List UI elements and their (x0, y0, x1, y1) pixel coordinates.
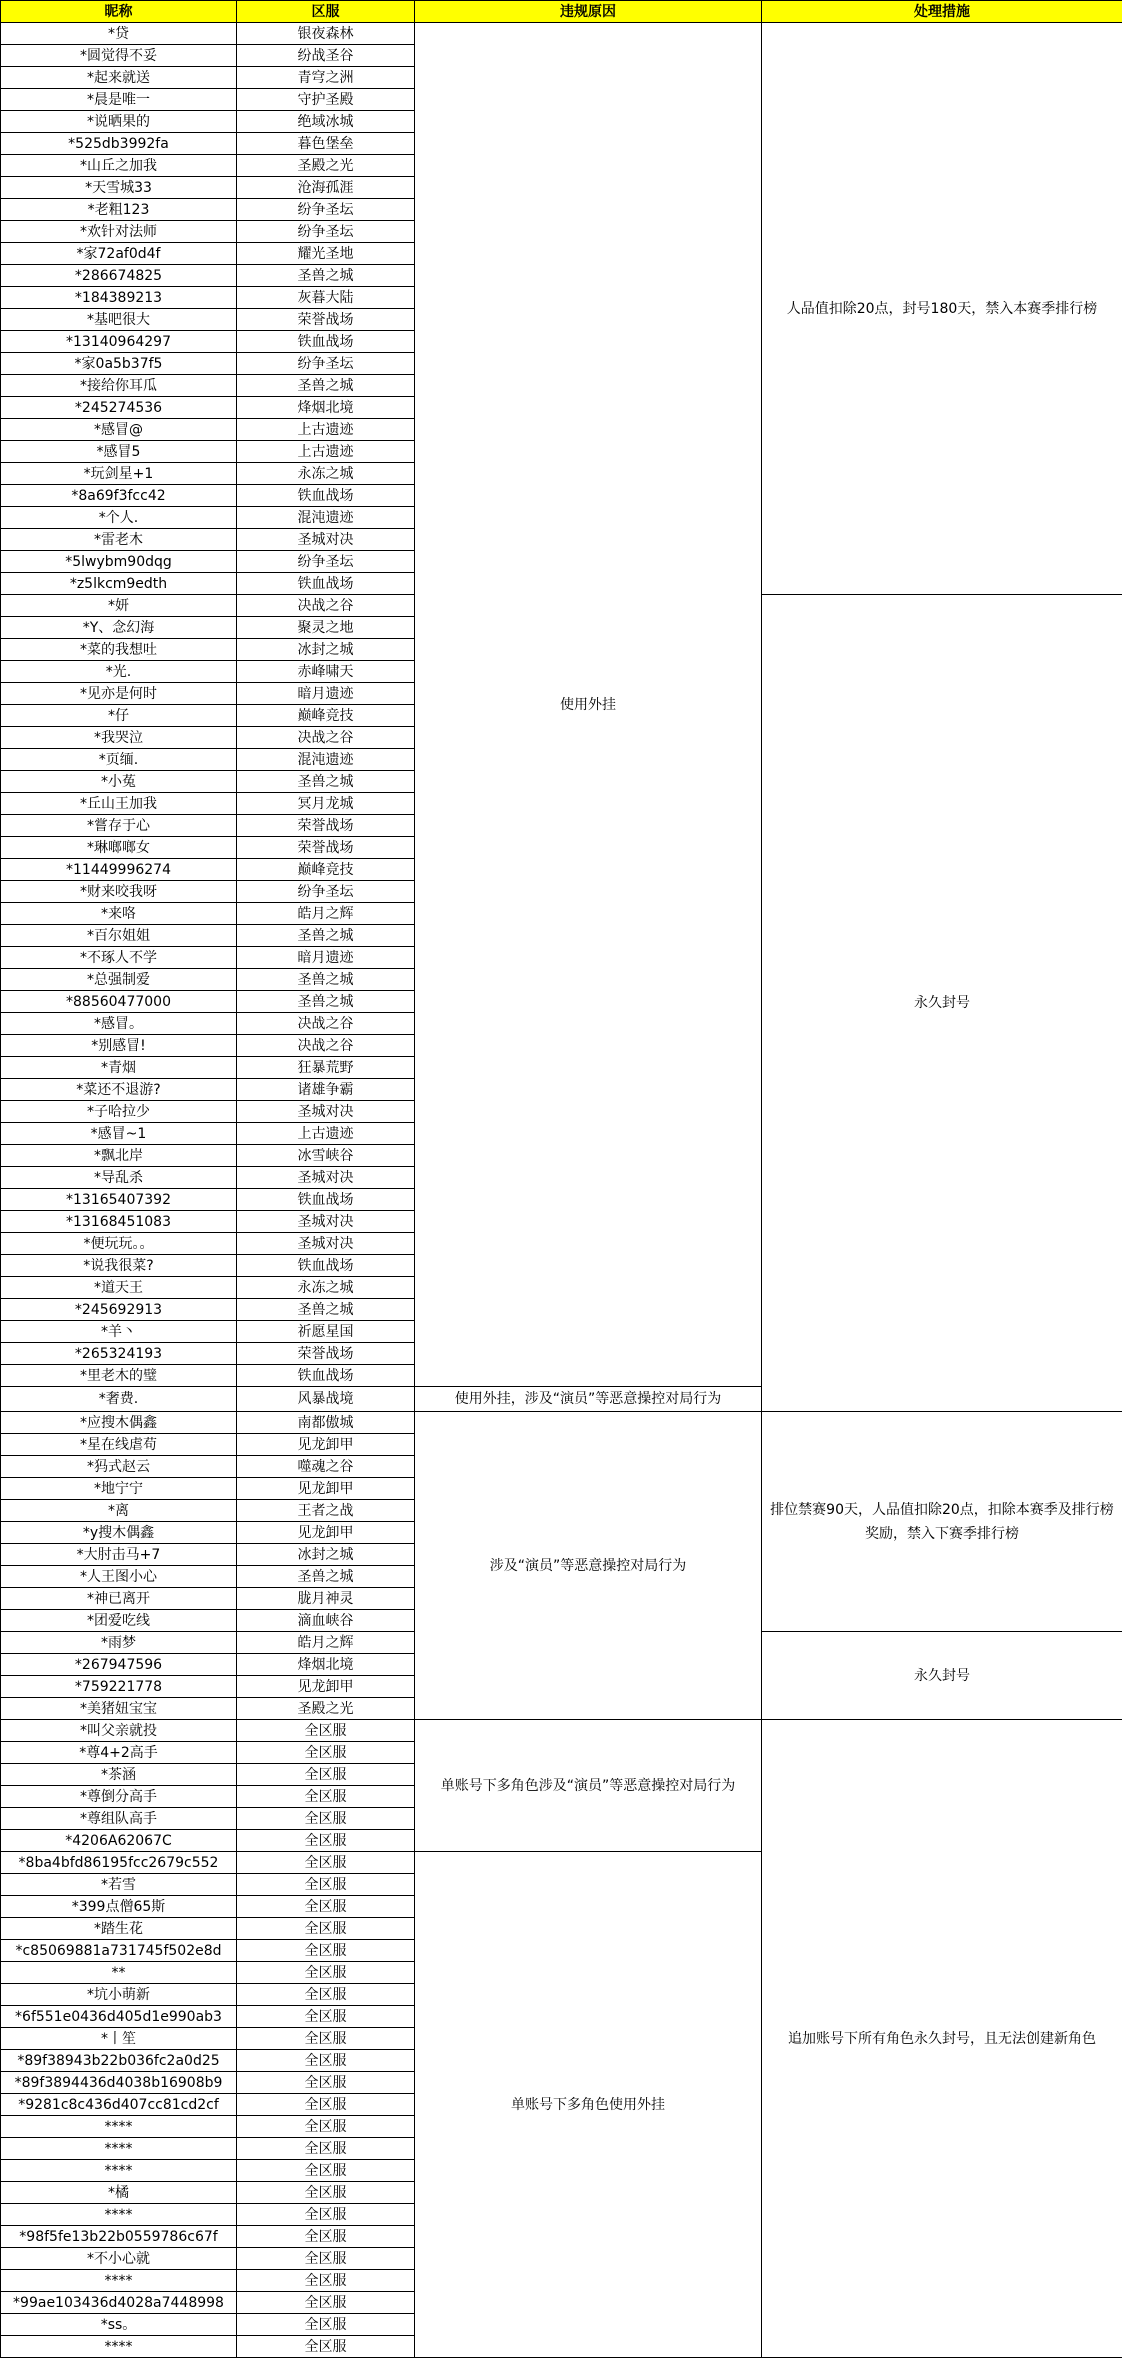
nickname-cell: *神已离开 (1, 1588, 237, 1610)
server-cell: 全区服 (237, 1808, 415, 1830)
server-cell: 全区服 (237, 2094, 415, 2116)
column-header-measure: 处理措施 (762, 1, 1122, 23)
nickname-cell: *妍 (1, 595, 237, 617)
nickname-cell: *导乱杀 (1, 1167, 237, 1189)
nickname-cell: *89f38943b22b036fc2a0d25 (1, 2050, 237, 2072)
server-cell: 见龙卸甲 (237, 1434, 415, 1456)
nickname-cell: *265324193 (1, 1343, 237, 1365)
nickname-cell: **** (1, 2116, 237, 2138)
nickname-cell: *11449996274 (1, 859, 237, 881)
server-cell: 圣兽之城 (237, 1299, 415, 1321)
nickname-cell: *星在线虐苟 (1, 1434, 237, 1456)
server-cell: 全区服 (237, 1918, 415, 1940)
violation-reason-cell: 涉及“演员”等恶意操控对局行为 (415, 1412, 762, 1720)
nickname-cell: *光. (1, 661, 237, 683)
server-cell: 铁血战场 (237, 485, 415, 507)
penalty-measure-cell: 人品值扣除20点，封号180天，禁入本赛季排行榜 (762, 23, 1122, 595)
nickname-cell: *不琢人不学 (1, 947, 237, 969)
violation-reason-cell: 使用外挂 (415, 23, 762, 1387)
nickname-cell: *245274536 (1, 397, 237, 419)
server-cell: 青穹之洲 (237, 67, 415, 89)
server-cell: 混沌遗迹 (237, 507, 415, 529)
nickname-cell: *6f551e0436d405d1e990ab3 (1, 2006, 237, 2028)
nickname-cell: *丘山王加我 (1, 793, 237, 815)
server-cell: 见龙卸甲 (237, 1478, 415, 1500)
server-cell: 圣兽之城 (237, 771, 415, 793)
server-cell: 上古遗迹 (237, 1123, 415, 1145)
server-cell: 见龙卸甲 (237, 1522, 415, 1544)
server-cell: 荣誉战场 (237, 309, 415, 331)
nickname-cell: *感冒。 (1, 1013, 237, 1035)
server-cell: 决战之谷 (237, 1035, 415, 1057)
violation-reason-cell: 单账号下多角色使用外挂 (415, 1852, 762, 2358)
nickname-cell: *13168451083 (1, 1211, 237, 1233)
server-cell: 赤峰啸天 (237, 661, 415, 683)
nickname-cell: *丨笙 (1, 2028, 237, 2050)
server-cell: 暮色堡垒 (237, 133, 415, 155)
server-cell: 全区服 (237, 2160, 415, 2182)
server-cell: 耀光圣地 (237, 243, 415, 265)
nickname-cell: *里老木的璧 (1, 1365, 237, 1387)
nickname-cell: *来咯 (1, 903, 237, 925)
nickname-cell: *接给你耳瓜 (1, 375, 237, 397)
nickname-cell: *团爱吃线 (1, 1610, 237, 1632)
nickname-cell: *基吧很大 (1, 309, 237, 331)
nickname-cell: *99ae103436d4028a7448998 (1, 2292, 237, 2314)
penalty-measure-cell: 永久封号 (762, 595, 1122, 1412)
server-cell: 冥月龙城 (237, 793, 415, 815)
nickname-cell: *离 (1, 1500, 237, 1522)
server-cell: 全区服 (237, 1962, 415, 1984)
nickname-cell: *琳啷啷女 (1, 837, 237, 859)
nickname-cell: *犸式赵云 (1, 1456, 237, 1478)
nickname-cell: *页缅. (1, 749, 237, 771)
nickname-cell: *245692913 (1, 1299, 237, 1321)
server-cell: 纷争圣坛 (237, 881, 415, 903)
violation-reason-cell: 单账号下多角色涉及“演员”等恶意操控对局行为 (415, 1720, 762, 1852)
server-cell: 全区服 (237, 1940, 415, 1962)
table-header-row (1, 1, 1122, 23)
nickname-cell: *奢费. (1, 1387, 237, 1412)
nickname-cell: **** (1, 2138, 237, 2160)
server-cell: 纷争圣坛 (237, 353, 415, 375)
nickname-cell: *道天王 (1, 1277, 237, 1299)
nickname-cell: *飘北岸 (1, 1145, 237, 1167)
nickname-cell: *感冒5 (1, 441, 237, 463)
server-cell: 皓月之辉 (237, 1632, 415, 1654)
server-cell: 决战之谷 (237, 1013, 415, 1035)
server-cell: 圣兽之城 (237, 1566, 415, 1588)
server-cell: 皓月之辉 (237, 903, 415, 925)
server-cell: 全区服 (237, 2314, 415, 2336)
server-cell: 银夜森林 (237, 23, 415, 45)
server-cell: 滴血峡谷 (237, 1610, 415, 1632)
server-cell: 巅峰竞技 (237, 705, 415, 727)
server-cell: 冰封之城 (237, 639, 415, 661)
server-cell: 烽烟北境 (237, 397, 415, 419)
server-cell: 圣城对决 (237, 1211, 415, 1233)
server-cell: 胧月神灵 (237, 1588, 415, 1610)
server-cell: 全区服 (237, 2116, 415, 2138)
nickname-cell: *ss。 (1, 2314, 237, 2336)
nickname-cell: *青烟 (1, 1057, 237, 1079)
nickname-cell: *Y、念幻海 (1, 617, 237, 639)
penalty-measure-cell: 追加账号下所有角色永久封号，且无法创建新角色 (762, 1720, 1122, 2358)
nickname-cell: *13140964297 (1, 331, 237, 353)
nickname-cell: *759221778 (1, 1676, 237, 1698)
nickname-cell: *山丘之加我 (1, 155, 237, 177)
server-cell: 冰雪峡谷 (237, 1145, 415, 1167)
server-cell: 见龙卸甲 (237, 1676, 415, 1698)
server-cell: 巅峰竞技 (237, 859, 415, 881)
server-cell: 圣殿之光 (237, 1698, 415, 1720)
nickname-cell: *踏生花 (1, 1918, 237, 1940)
penalty-measure-cell: 排位禁赛90天，人品值扣除20点，扣除本赛季及排行榜奖励，禁入下赛季排行榜 (762, 1412, 1122, 1632)
server-cell: 永冻之城 (237, 463, 415, 485)
nickname-cell: *若雪 (1, 1874, 237, 1896)
nickname-cell: **** (1, 2204, 237, 2226)
table-body (1, 23, 1122, 2358)
server-cell: 全区服 (237, 2248, 415, 2270)
nickname-cell: *5lwybm90dqg (1, 551, 237, 573)
nickname-cell: *家72af0d4f (1, 243, 237, 265)
server-cell: 全区服 (237, 2270, 415, 2292)
nickname-cell: *晨是唯一 (1, 89, 237, 111)
server-cell: 全区服 (237, 1874, 415, 1896)
server-cell: 全区服 (237, 1852, 415, 1874)
nickname-cell: *坑小萌新 (1, 1984, 237, 2006)
server-cell: 冰封之城 (237, 1544, 415, 1566)
server-cell: 聚灵之地 (237, 617, 415, 639)
server-cell: 圣城对决 (237, 1101, 415, 1123)
nickname-cell: *老粗123 (1, 199, 237, 221)
nickname-cell: *说我很菜? (1, 1255, 237, 1277)
server-cell: 铁血战场 (237, 331, 415, 353)
nickname-cell: *圆觉得不妥 (1, 45, 237, 67)
nickname-cell: *菜还不退游? (1, 1079, 237, 1101)
nickname-cell: *嘗存于心 (1, 815, 237, 837)
server-cell: 全区服 (237, 2006, 415, 2028)
column-header-server: 区服 (237, 1, 415, 23)
server-cell: 全区服 (237, 1742, 415, 1764)
server-cell: 圣兽之城 (237, 375, 415, 397)
nickname-cell: *起来就送 (1, 67, 237, 89)
nickname-cell: *8a69f3fcc42 (1, 485, 237, 507)
nickname-cell: *286674825 (1, 265, 237, 287)
nickname-cell: *89f3894436d4038b16908b9 (1, 2072, 237, 2094)
nickname-cell: *欢针对法师 (1, 221, 237, 243)
server-cell: 铁血战场 (237, 1189, 415, 1211)
nickname-cell: *说晒果的 (1, 111, 237, 133)
server-cell: 沧海孤涯 (237, 177, 415, 199)
server-cell: 荣誉战场 (237, 837, 415, 859)
nickname-cell: *便玩玩。。 (1, 1233, 237, 1255)
server-cell: 上古遗迹 (237, 419, 415, 441)
nickname-cell: **** (1, 2160, 237, 2182)
server-cell: 全区服 (237, 1830, 415, 1852)
table-row (1, 23, 1122, 45)
nickname-cell: *个人. (1, 507, 237, 529)
server-cell: 圣兽之城 (237, 265, 415, 287)
nickname-cell: *贷 (1, 23, 237, 45)
nickname-cell: *玩剑星+1 (1, 463, 237, 485)
nickname-cell: *见亦是何时 (1, 683, 237, 705)
server-cell: 全区服 (237, 1786, 415, 1808)
column-header-reason: 违规原因 (415, 1, 762, 23)
nickname-cell: ** (1, 1962, 237, 1984)
nickname-cell: *尊倒分高手 (1, 1786, 237, 1808)
server-cell: 圣城对决 (237, 1233, 415, 1255)
server-cell: 烽烟北境 (237, 1654, 415, 1676)
nickname-cell: *总强制爱 (1, 969, 237, 991)
nickname-cell: *不小心就 (1, 2248, 237, 2270)
nickname-cell: *子哈拉少 (1, 1101, 237, 1123)
nickname-cell: *267947596 (1, 1654, 237, 1676)
server-cell: 圣城对决 (237, 529, 415, 551)
server-cell: 铁血战场 (237, 573, 415, 595)
nickname-cell: *茶涵 (1, 1764, 237, 1786)
server-cell: 灰暮大陆 (237, 287, 415, 309)
server-cell: 暗月遗迹 (237, 947, 415, 969)
server-cell: 永冻之城 (237, 1277, 415, 1299)
nickname-cell: *184389213 (1, 287, 237, 309)
nickname-cell: *我哭泣 (1, 727, 237, 749)
server-cell: 风暴战境 (237, 1387, 415, 1412)
nickname-cell: *399点僧65斯 (1, 1896, 237, 1918)
server-cell: 全区服 (237, 2072, 415, 2094)
nickname-cell: *4206A62067C (1, 1830, 237, 1852)
nickname-cell: *地宁宁 (1, 1478, 237, 1500)
server-cell: 决战之谷 (237, 727, 415, 749)
nickname-cell: *98f5fe13b22b0559786c67f (1, 2226, 237, 2248)
server-cell: 铁血战场 (237, 1255, 415, 1277)
nickname-cell: *菜的我想吐 (1, 639, 237, 661)
nickname-cell: *美猪妞宝宝 (1, 1698, 237, 1720)
nickname-cell: *雨梦 (1, 1632, 237, 1654)
server-cell: 全区服 (237, 1720, 415, 1742)
server-cell: 圣兽之城 (237, 925, 415, 947)
server-cell: 全区服 (237, 1764, 415, 1786)
server-cell: 决战之谷 (237, 595, 415, 617)
nickname-cell: *小菟 (1, 771, 237, 793)
table-row (1, 1720, 1122, 1742)
nickname-cell: *天雪城33 (1, 177, 237, 199)
penalty-measure-cell: 永久封号 (762, 1632, 1122, 1720)
server-cell: 纷战圣谷 (237, 45, 415, 67)
server-cell: 圣城对决 (237, 1167, 415, 1189)
nickname-cell: *仔 (1, 705, 237, 727)
server-cell: 圣殿之光 (237, 155, 415, 177)
server-cell: 荣誉战场 (237, 815, 415, 837)
server-cell: 圣兽之城 (237, 969, 415, 991)
nickname-cell: *9281c8c436d407cc81cd2cf (1, 2094, 237, 2116)
table-row (1, 1412, 1122, 1434)
nickname-cell: *应搜木偶鑫 (1, 1412, 237, 1434)
server-cell: 上古遗迹 (237, 441, 415, 463)
nickname-cell: *13165407392 (1, 1189, 237, 1211)
nickname-cell: *y搜木偶鑫 (1, 1522, 237, 1544)
nickname-cell: *橘 (1, 2182, 237, 2204)
server-cell: 全区服 (237, 2182, 415, 2204)
nickname-cell: *百尔姐姐 (1, 925, 237, 947)
nickname-cell: *感冒@ (1, 419, 237, 441)
nickname-cell: *叫父亲就投 (1, 1720, 237, 1742)
nickname-cell: **** (1, 2270, 237, 2292)
server-cell: 全区服 (237, 2336, 415, 2358)
server-cell: 全区服 (237, 2050, 415, 2072)
server-cell: 守护圣殿 (237, 89, 415, 111)
server-cell: 纷争圣坛 (237, 551, 415, 573)
server-cell: 诸雄争霸 (237, 1079, 415, 1101)
server-cell: 绝域冰城 (237, 111, 415, 133)
nickname-cell: *雷老木 (1, 529, 237, 551)
violation-reason-cell: 使用外挂，涉及“演员”等恶意操控对局行为 (415, 1387, 762, 1412)
server-cell: 荣誉战场 (237, 1343, 415, 1365)
nickname-cell: *财来咬我呀 (1, 881, 237, 903)
nickname-cell: *尊4+2高手 (1, 1742, 237, 1764)
server-cell: 全区服 (237, 1984, 415, 2006)
nickname-cell: *c85069881a731745f502e8d (1, 1940, 237, 1962)
server-cell: 纷争圣坛 (237, 221, 415, 243)
server-cell: 混沌遗迹 (237, 749, 415, 771)
server-cell: 暗月遗迹 (237, 683, 415, 705)
nickname-cell: *家0a5b37f5 (1, 353, 237, 375)
server-cell: 南都傲城 (237, 1412, 415, 1434)
server-cell: 全区服 (237, 1896, 415, 1918)
nickname-cell: *z5lkcm9edth (1, 573, 237, 595)
server-cell: 全区服 (237, 2028, 415, 2050)
nickname-cell: *8ba4bfd86195fcc2679c552 (1, 1852, 237, 1874)
nickname-cell: *别感冒! (1, 1035, 237, 1057)
nickname-cell: *人王图小心 (1, 1566, 237, 1588)
nickname-cell: *88560477000 (1, 991, 237, 1013)
column-header-nickname: 昵称 (1, 1, 237, 23)
server-cell: 全区服 (237, 2204, 415, 2226)
nickname-cell: *525db3992fa (1, 133, 237, 155)
server-cell: 全区服 (237, 2226, 415, 2248)
server-cell: 纷争圣坛 (237, 199, 415, 221)
server-cell: 全区服 (237, 2138, 415, 2160)
nickname-cell: *大肘击马+7 (1, 1544, 237, 1566)
server-cell: 王者之战 (237, 1500, 415, 1522)
server-cell: 铁血战场 (237, 1365, 415, 1387)
server-cell: 圣兽之城 (237, 991, 415, 1013)
server-cell: 祈愿星国 (237, 1321, 415, 1343)
server-cell: 全区服 (237, 2292, 415, 2314)
nickname-cell: *尊组队高手 (1, 1808, 237, 1830)
server-cell: 噬魂之谷 (237, 1456, 415, 1478)
server-cell: 狂暴荒野 (237, 1057, 415, 1079)
nickname-cell: *感冒~1 (1, 1123, 237, 1145)
nickname-cell: *羊丶 (1, 1321, 237, 1343)
nickname-cell: **** (1, 2336, 237, 2358)
